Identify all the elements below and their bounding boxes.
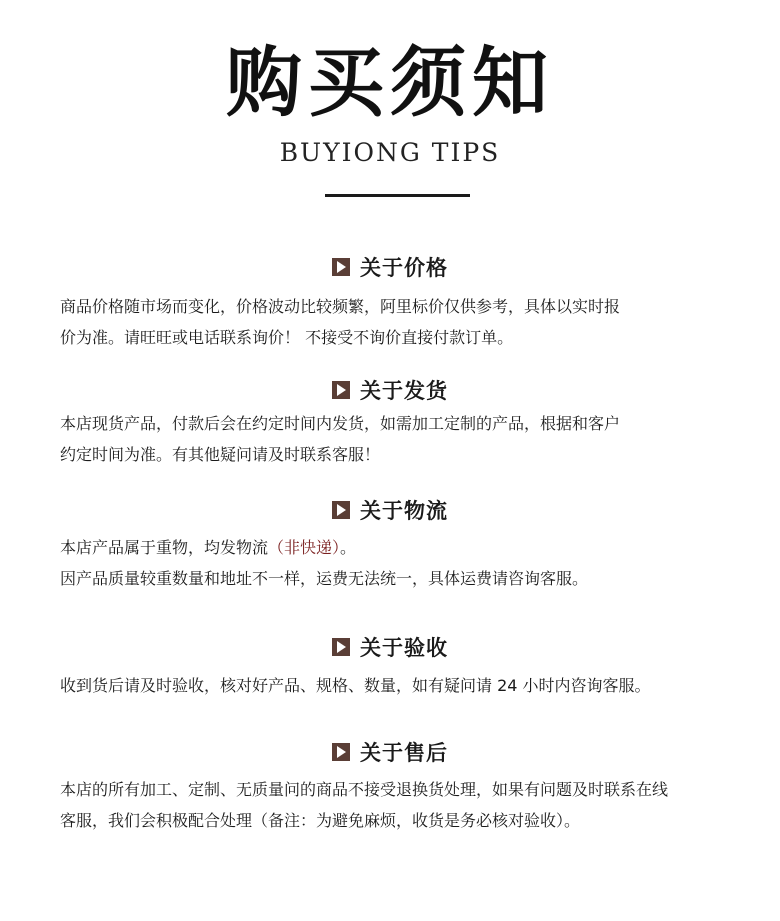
play-triangle-icon [332, 381, 350, 399]
body-line: 因产品质量较重数量和地址不一样，运费无法统一，具体运费请咨询客服。 [60, 569, 589, 588]
section-logistics-body [60, 532, 750, 594]
play-triangle-icon [332, 501, 350, 519]
body-line: 商品价格随市场而变化，价格波动比较频繁，阿里标价仅供参考，具体以实时报 [60, 297, 621, 316]
section-after-sales [0, 737, 780, 767]
section-heading [0, 375, 780, 405]
section-heading [0, 252, 780, 282]
section-inspection [0, 632, 780, 662]
title-divider [325, 194, 470, 197]
page-title: 购买须知 [226, 38, 554, 127]
body-line: 本店的所有加工、定制、无质量问的商品不接受退换货处理，如果有问题及时联系在线 [60, 780, 669, 799]
body-line: 约定时间为准。有其他疑问请及时联系客服！ [60, 445, 381, 464]
body-line: 价为准。请旺旺或电话联系询价！ 不接受不询价直接付款订单。 [60, 328, 514, 347]
section-after-sales-body [60, 774, 750, 836]
section-logistics [0, 495, 780, 525]
section-title: 关于验收 [360, 636, 448, 660]
play-triangle-icon [332, 743, 350, 761]
body-text: 。 [340, 538, 357, 557]
play-triangle-icon [332, 258, 350, 276]
section-title: 关于售后 [360, 741, 448, 765]
section-heading [0, 737, 780, 767]
section-shipping-body [60, 408, 750, 470]
section-title: 关于发货 [360, 379, 448, 403]
page-subtitle: BUYIONG TIPS [279, 138, 501, 167]
play-triangle-icon [332, 638, 350, 656]
body-text: 本店产品属于重物，均发物流 [60, 538, 269, 557]
section-title: 关于价格 [360, 256, 448, 280]
body-line: 客服，我们会积极配合处理（备注：为避免麻烦，收货是务必核对验收）。 [60, 811, 581, 830]
section-price-body [60, 291, 750, 353]
section-title: 关于物流 [360, 499, 448, 523]
body-line [60, 532, 750, 563]
section-heading [0, 632, 780, 662]
section-inspection-body [60, 670, 750, 701]
section-heading [0, 495, 780, 525]
body-line: 收到货后请及时验收，核对好产品、规格、数量，如有疑问请 24 小时内咨询客服。 [60, 676, 651, 695]
non-express-note: （非快递） [268, 538, 341, 557]
body-line: 本店现货产品，付款后会在约定时间内发货，如需加工定制的产品，根据和客户 [60, 414, 621, 433]
page-header [0, 40, 780, 168]
section-price [0, 252, 780, 282]
section-shipping [0, 375, 780, 405]
